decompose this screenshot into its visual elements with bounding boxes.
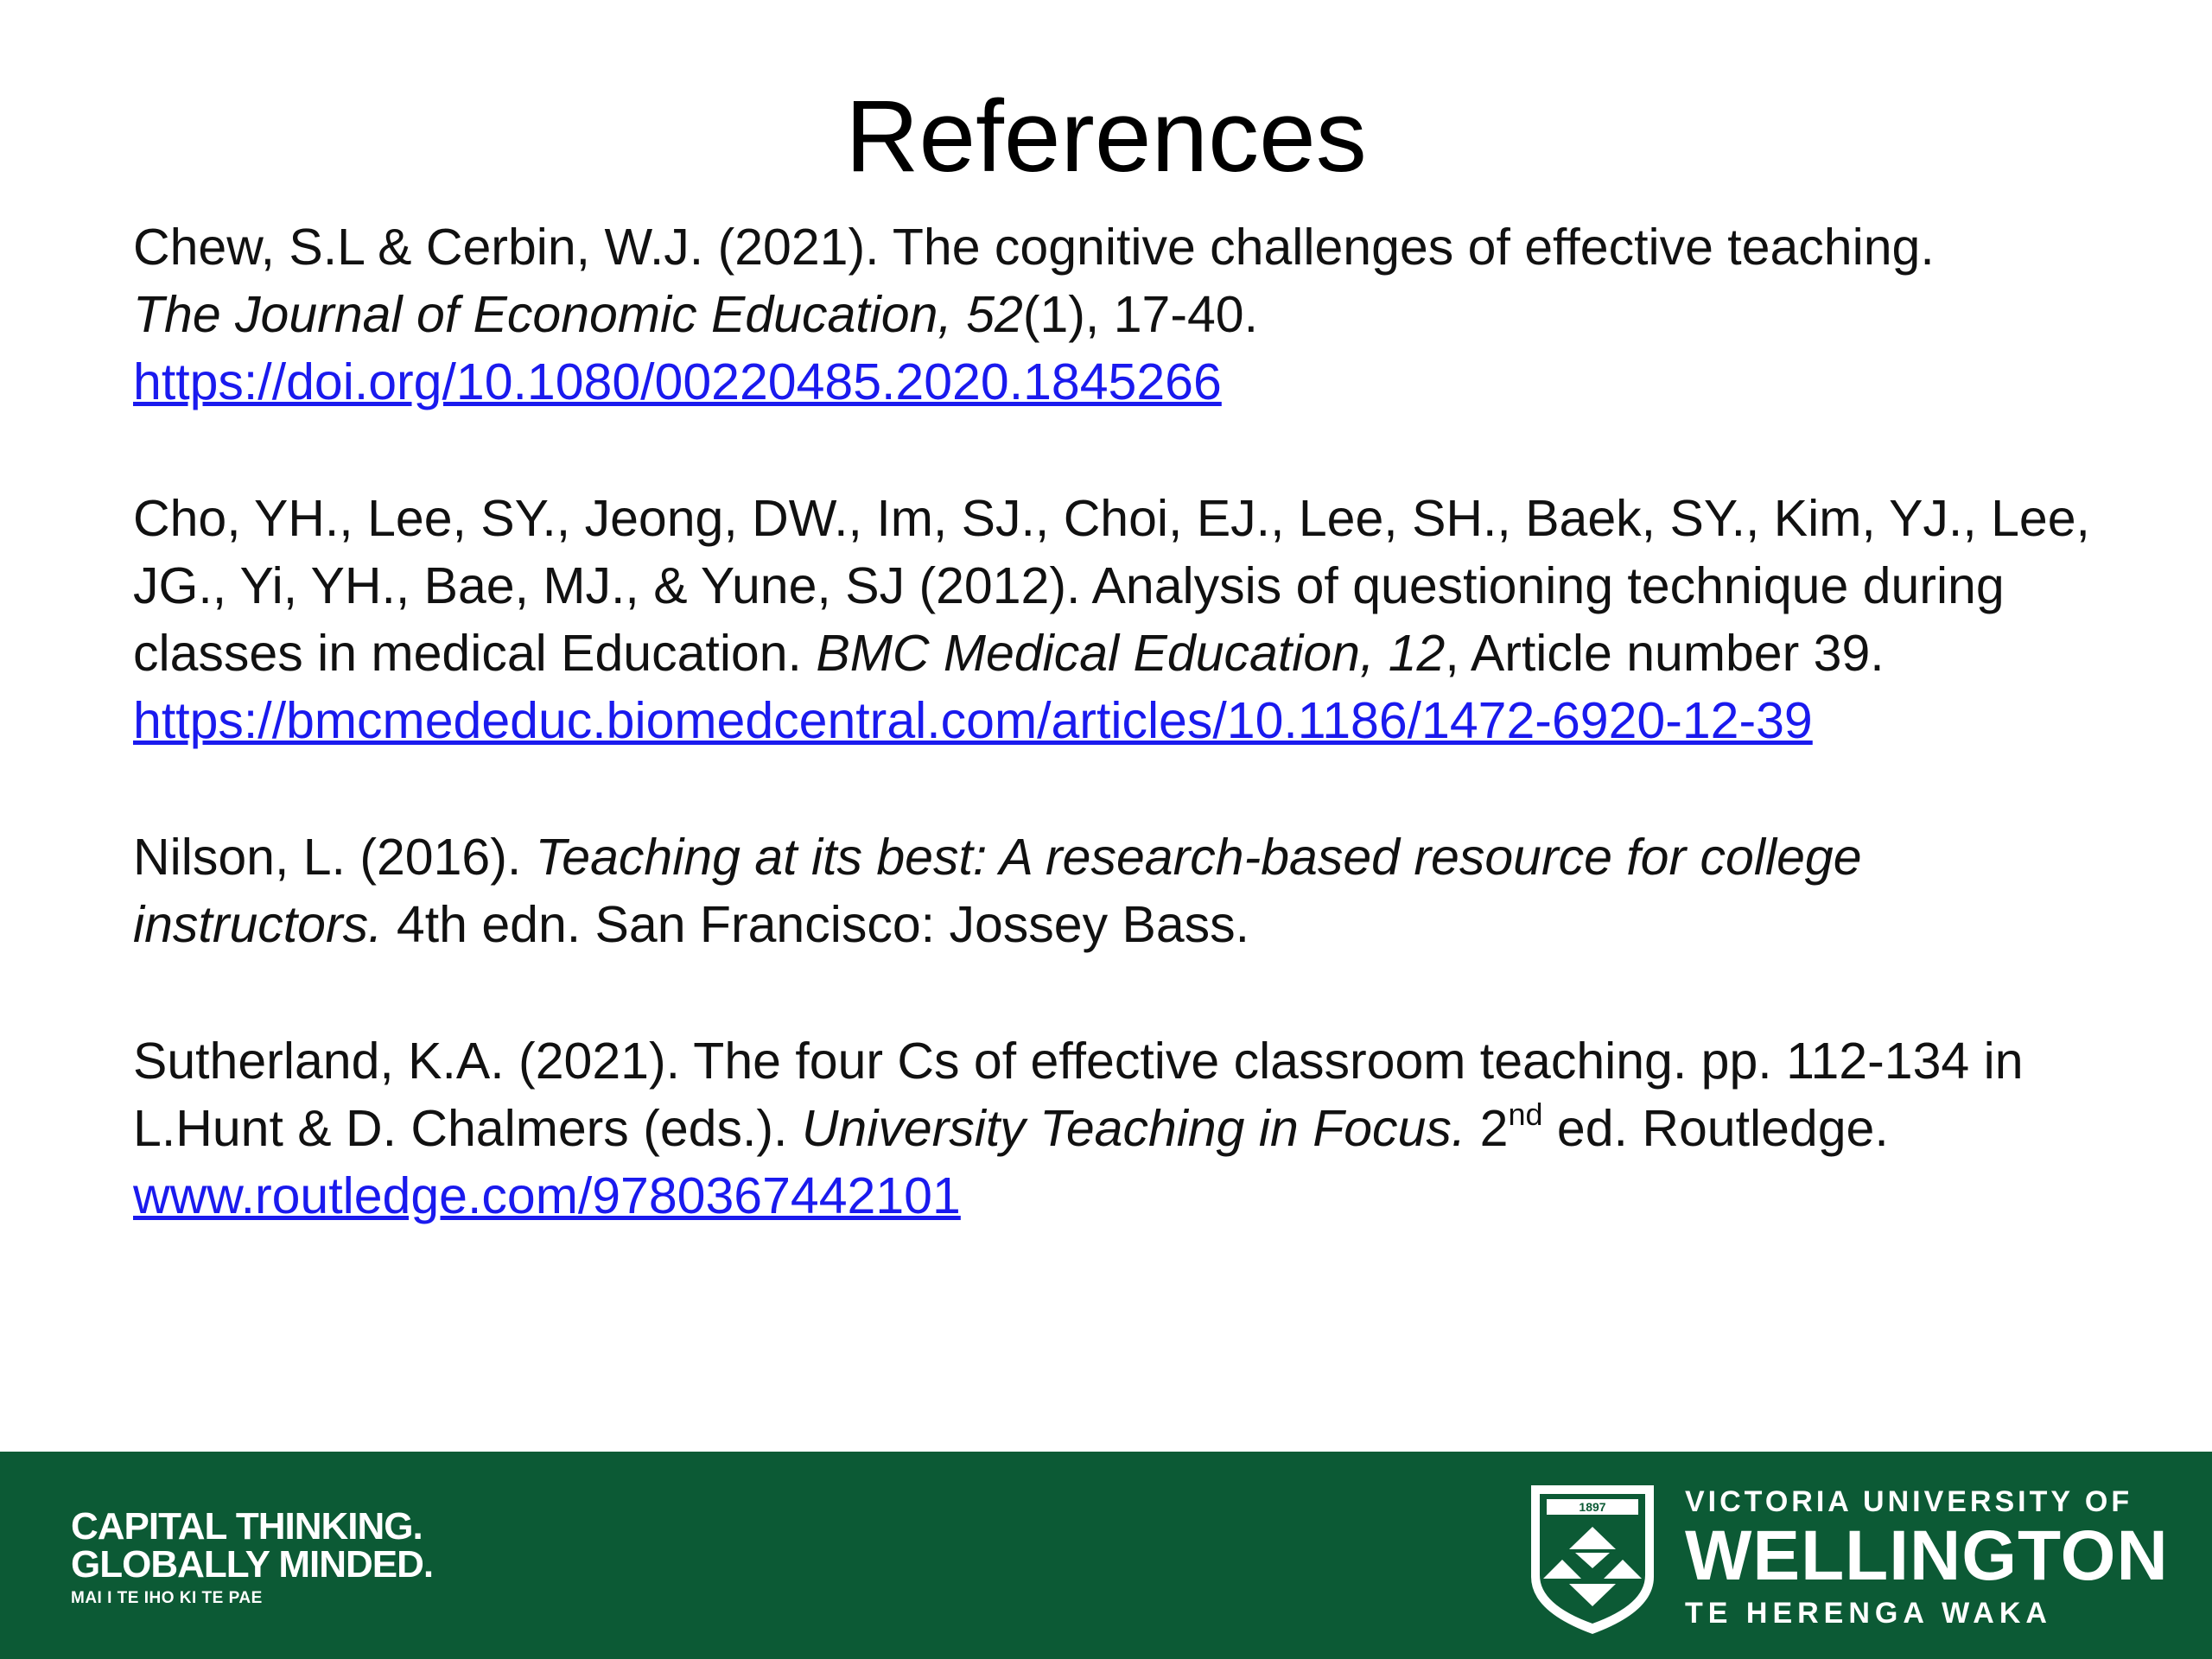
reference-details: , Article number 39. bbox=[1445, 625, 1885, 682]
university-line-2: WELLINGTON bbox=[1685, 1516, 2169, 1595]
reference-details: (1), 17-40. bbox=[1022, 286, 1259, 343]
reference-authors: Chew, S.L & Cerbin, W.J. (2021). The cognitive challenges of effective teaching. bbox=[133, 219, 1935, 276]
university-line-3: TE HERENGA WAKA bbox=[1685, 1597, 2052, 1630]
reference-authors: Nilson, L. (2016). bbox=[133, 829, 536, 886]
university-wordmark bbox=[1685, 1484, 2169, 1631]
tagline-line-1: CAPITAL THINKING. bbox=[71, 1505, 423, 1548]
reference-edition-number: 2 bbox=[1465, 1100, 1509, 1157]
reference-nilson bbox=[133, 823, 2094, 958]
reference-edition-suffix: nd bbox=[1508, 1096, 1543, 1132]
tagline-line-2: GLOBALLY MINDED. bbox=[71, 1543, 434, 1586]
reference-book: University Teaching in Focus. bbox=[801, 1100, 1466, 1157]
reference-journal: The Journal of Economic Education, 52 bbox=[133, 286, 1023, 343]
reference-authors: Sutherland, K.A. (2021). The four Cs of effective classroom teaching. pp. 112-134 in L.Hunt & D. Chalmers (eds.). bbox=[133, 1033, 2024, 1157]
reference-link[interactable]: https://bmcmededuc.biomedcentral.com/articles/10.1186/1472-6920-12-39 bbox=[133, 692, 1813, 749]
slide-title: References bbox=[845, 79, 1367, 194]
reference-journal: BMC Medical Education, 12 bbox=[816, 625, 1446, 682]
reference-list bbox=[133, 213, 2094, 1230]
reference-sutherland bbox=[133, 1027, 2094, 1230]
university-line-1: VICTORIA UNIVERSITY OF bbox=[1685, 1485, 2133, 1518]
reference-link[interactable]: www.routledge.com/9780367442101 bbox=[133, 1167, 961, 1224]
footer-tagline bbox=[71, 1505, 434, 1610]
crest-year: 1897 bbox=[1579, 1500, 1606, 1514]
reference-edition-rest: ed. Routledge. bbox=[1542, 1100, 1889, 1157]
reference-chew bbox=[133, 213, 2094, 416]
reference-link[interactable]: https://doi.org/10.1080/00220485.2020.1845266 bbox=[133, 353, 1222, 410]
tagline-line-3: MAI I TE IHO KI TE PAE bbox=[71, 1589, 263, 1607]
reference-book: Teaching at its best: A research-based resource for college instructors. bbox=[133, 829, 1862, 953]
reference-cho bbox=[133, 485, 2094, 754]
reference-details: 4th edn. San Francisco: Jossey Bass. bbox=[382, 896, 1250, 953]
reference-authors: Cho, YH., Lee, SY., Jeong, DW., Im, SJ., Choi, EJ., Lee, SH., Baek, SY., Kim, YJ., Lee, JG., Yi, YH., Bae, MJ., & Yune, SJ (2012). Analysis of questioning technique during classes in medical Education. bbox=[133, 490, 2090, 682]
university-crest-icon bbox=[1528, 1482, 1657, 1637]
